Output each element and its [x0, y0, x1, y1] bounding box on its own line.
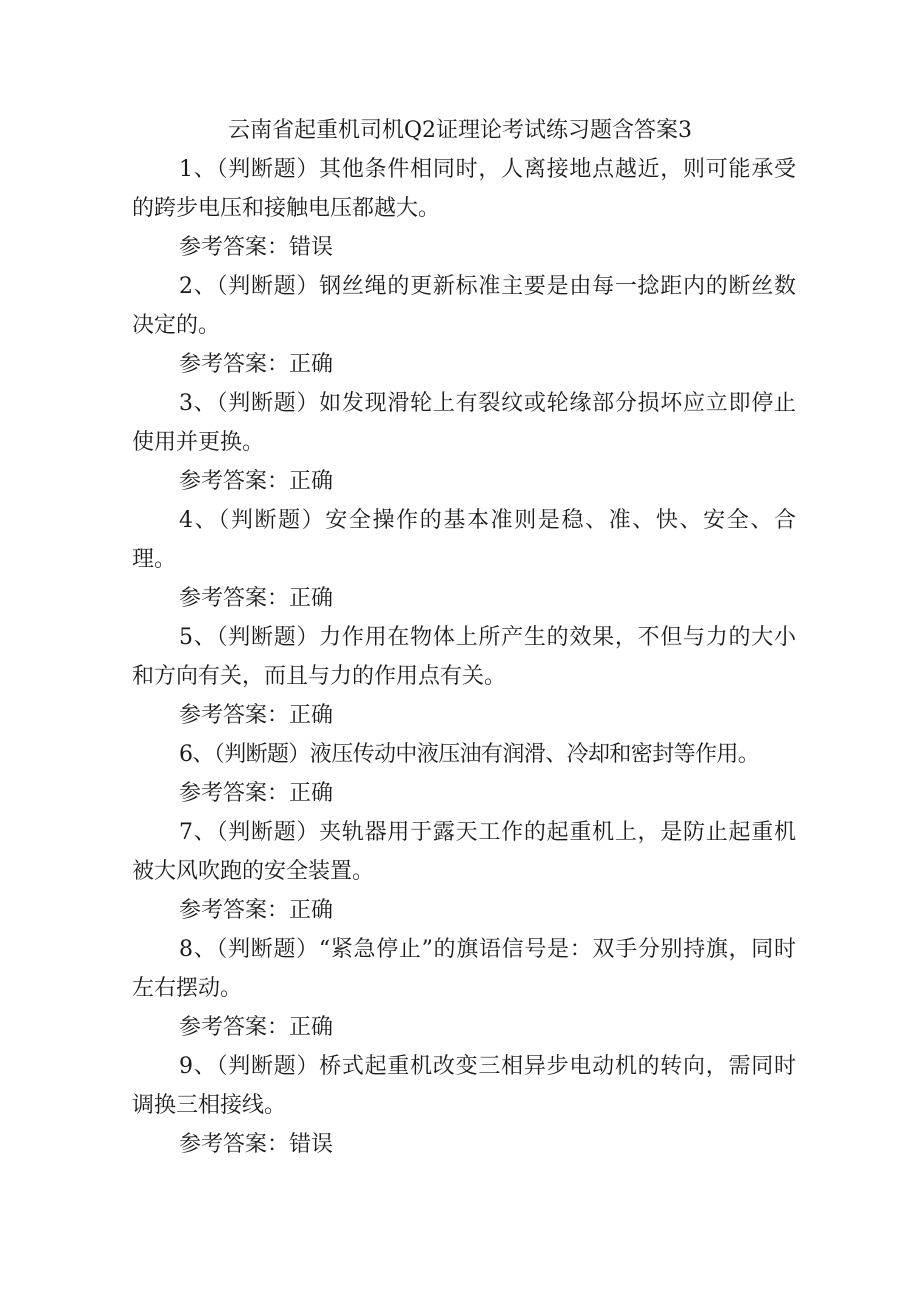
answer-value: 正确: [289, 781, 334, 806]
question-text: 8、（判断题）“紧急停止”的旗语信号是：双手分别持旗，同时左右摆动。: [132, 937, 796, 1001]
question-item: [132, 1047, 796, 1164]
answer-prefix: 参考答案：: [179, 703, 290, 728]
question-list: [132, 150, 796, 1164]
question-item: [132, 618, 796, 735]
answer-line: [132, 1125, 796, 1164]
answer-prefix: 参考答案：: [179, 898, 290, 923]
question-text: 5、（判断题）力作用在物体上所产生的效果，不但与力的大小和方向有关，而且与力的作用点有关。: [132, 625, 796, 689]
answer-value: 正确: [289, 586, 334, 611]
question-item: [132, 267, 796, 384]
answer-value: 错误: [289, 1132, 334, 1157]
question-text: 9、（判断题）桥式起重机改变三相异步电动机的转向，需同时调换三相接线。: [132, 1054, 796, 1118]
answer-line: [132, 774, 796, 813]
question-item: [132, 150, 796, 267]
answer-prefix: 参考答案：: [179, 352, 290, 377]
answer-line: [132, 345, 796, 384]
answer-prefix: 参考答案：: [179, 781, 290, 806]
answer-value: 正确: [289, 703, 334, 728]
question-text: 2、（判断题）钢丝绳的更新标准主要是由每一捻距内的断丝数决定的。: [132, 274, 796, 338]
document-title: 云南省起重机司机Q2证理论考试练习题含答案3: [227, 118, 693, 143]
answer-value: 正确: [289, 1015, 334, 1040]
question-text: 6、（判断题）液压传动中液压油有润滑、冷却和密封等作用。: [179, 742, 760, 767]
answer-prefix: 参考答案：: [179, 586, 290, 611]
question-text: 4、（判断题）安全操作的基本准则是稳、准、快、安全、合理。: [132, 508, 796, 572]
question-item: [132, 735, 796, 813]
answer-line: [132, 579, 796, 618]
question-item: [132, 384, 796, 501]
answer-value: 正确: [289, 898, 334, 923]
answer-line: [132, 891, 796, 930]
answer-prefix: 参考答案：: [179, 469, 290, 494]
answer-prefix: 参考答案：: [179, 235, 290, 260]
answer-value: 正确: [289, 469, 334, 494]
answer-prefix: 参考答案：: [179, 1015, 290, 1040]
answer-line: [132, 462, 796, 501]
answer-line: [132, 228, 796, 267]
question-item: [132, 501, 796, 618]
answer-line: [132, 1008, 796, 1047]
question-text: 7、（判断题）夹轨器用于露天工作的起重机上，是防止起重机被大风吹跑的安全装置。: [132, 820, 796, 884]
question-text: 1、（判断题）其他条件相同时，人离接地点越近，则可能承受的跨步电压和接触电压都越大。: [132, 157, 796, 221]
answer-prefix: 参考答案：: [179, 1132, 290, 1157]
question-text: 3、（判断题）如发现滑轮上有裂纹或轮缘部分损坏应立即停止使用并更换。: [132, 391, 796, 455]
question-item: [132, 813, 796, 930]
answer-value: 正确: [289, 352, 334, 377]
answer-value: 错误: [289, 235, 334, 260]
answer-line: [132, 696, 796, 735]
question-item: [132, 930, 796, 1047]
